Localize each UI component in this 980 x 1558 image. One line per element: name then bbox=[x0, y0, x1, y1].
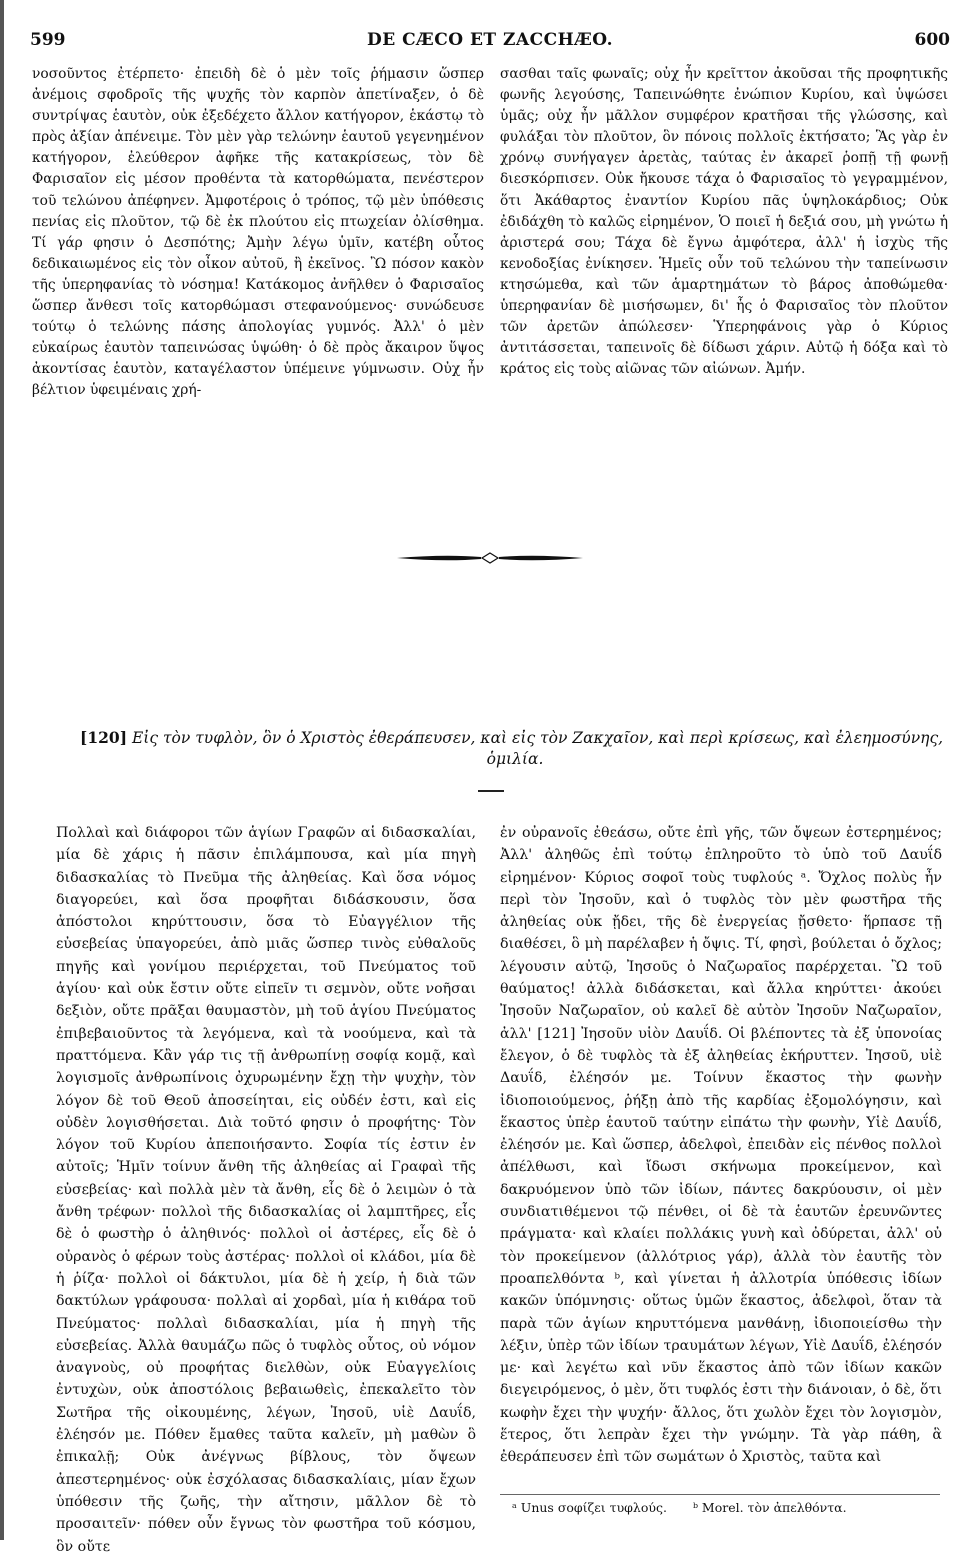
right-page-number: 600 bbox=[914, 30, 950, 50]
homily-title-line2: ὁμιλία. bbox=[486, 750, 544, 768]
text-block: σασθαι ταῖς φωναῖς; οὐχ ἦν κρεῖττον ἀκοῦσαι τῆς προφητικῆς φωνῆς λεγούσης, Ταπεινώθητε ἐνώπιον Κυρίου, καὶ ὑψώσει ὑμᾶς; οὐχ ἦν μᾶλλον συμφέρον κρατῆσαι τῆς γλώσσης, καὶ φυλάξαι τὸν πλοῦτον, ὃν πόνοις πολλοῖς ἐκτήσατο; Ἃς γὰρ ἐν χρόνῳ συνήγαγεν ἀρετὰς, ταύτας ἐν ἀκαρεῖ ῥοπῇ τῇ φωνῇ διεσκόρπισεν. Οὐκ ἤκουσε τάχα ὁ Φαρισαῖος τὸ γεγραμμένον, ὅτι Ἀκάθαρτος ἐναντίον Κυρίου πᾶς ὑψηλοκάρδιος; Οὐκ ἐδιδάχθη τὸ καλῶς εἰρημένον, Ὁ ποιεῖ ἡ δεξιά σου, μὴ γνώτω ἡ ἀριστερά σου; Τάχα δὲ ἔγνω ἀμφότερα, ἀλλ' ἡ ἰσχὺς τῆς κενοδοξίας ἐνίκησεν. Ἡμεῖς οὖν τοῦ τελώνου τὴν ταπείνωσιν κτησώμεθα, καὶ τῶν ἁμαρτημάτων τὸ βάρος ἀποθώμεθα· ὑπερηφανίαν δὲ μισήσωμεν, δι' ἧς ὁ Φαρισαῖος τὸν πλοῦτον τῶν ἀρετῶν ἀπώλεσεν· Ὑπερηφάνοις γὰρ ὁ Κύριος ἀντιτάσσεται, ταπεινοῖς δὲ δίδωσι χάριν. Αὐτῷ ἡ δόξα καὶ τὸ κράτος εἰς τοὺς αἰῶνας τῶν αἰώνων. Ἀμήν. bbox=[500, 66, 948, 378]
ornament-divider bbox=[395, 550, 585, 566]
running-title: DE CÆCO ET ZACCHÆO. bbox=[366, 30, 614, 50]
left-page-number: 599 bbox=[30, 30, 66, 50]
column-top-left bbox=[32, 64, 484, 402]
homily-title-text: Εἰς τὸν τυφλὸν, ὃν ὁ Χριστὸς ἐθεράπευσεν, καὶ εἰς τὸν Ζακχαῖον, καὶ περὶ κρίσεως, καὶ ἐλεημοσύνης, bbox=[131, 729, 944, 747]
homily-title-line1 bbox=[80, 727, 950, 749]
text-block: ἐν οὐρανοῖς ἐθεάσω, οὔτε ἐπὶ γῆς, τῶν ὄψεων ἐστερημένος; Ἀλλ' ἀληθῶς ἐπὶ τούτῳ ἐπληροῦτο τὸ ὑπὸ τοῦ Δαυΐδ εἰρημένον· Κύριος σοφοῖ τοὺς τυφλούς ᵃ. Ὄχλος πολὺς ἦν περὶ τὸν Ἰησοῦν, καὶ ὁ τυφλὸς τὸν μὲν φωστῆρα τῆς ἀληθείας οὐκ ᾔδει, τῆς δὲ ἐνεργείας ᾔσθετο· ἥρπασε τῇ διαθέσει, ὃ μὴ παρέλαβεν ἡ ὄψις. Τί, φησὶ, βούλεται ὁ ὄχλος; λέγουσιν αὐτῷ, Ἰησοῦς ὁ Ναζωραῖος παρέρχεται. Ὢ τοῦ θαύματος! ἀλλὰ διδάσκεται, καὶ ἄλλα κηρύττει· ἀκούει Ἰησοῦν Ναζωραῖον, οὐ καλεῖ δὲ αὐτὸν Ἰησοῦν Ναζωραῖον, ἀλλ' [121] Ἰησοῦν υἱὸν Δαυΐδ. Οἱ βλέποντες τὰ ἐξ ὑπονοίας ἔλεγον, ὁ δὲ τυφλὸς τὰ ἐξ ἀληθείας ἐκήρυττεν. Ἰησοῦ, υἱὲ Δαυΐδ, ἐλέησόν με. Τοίνυν ἕκαστος τὴν φωνὴν ἰδιοποιούμενος, ῥήξῃ ἀπὸ τῆς καρδίας ἐξομολόγησιν, καὶ ἕκαστος ὑπὲρ ἑαυτοῦ ταύτην εἰπάτω τὴν φωνὴν, Υἱὲ Δαυΐδ, ἐλέησόν με. Καὶ ὥσπερ, ἀδελφοὶ, ἐπειδὰν εἰς πένθος πολλοὶ ἀπέλθωσι, καὶ ἴδωσι σκήνωμα προκείμενον, καὶ δακρυόμενον ὑπὸ τῶν ἰδίων, πάντες δακρύουσιν, οἱ μὲν συνδιατιθέμενοι τῷ πένθει, οἱ δὲ τὰ ἑαυτῶν ἐρευνῶντες πράγματα· καὶ κλαίει πολλάκις γυνὴ καὶ ὀδύρεται, ἀλλ' οὐ τὸν προκείμενον (ἀλλότριος γάρ), ἀλλὰ τὸν ἑαυτῆς τὸν προαπελθόντα ᵇ, καὶ γίνεται ἡ ἀλλοτρία ὑπόθεσις ἰδίων κακῶν ὑπόμνησις· οὕτως ὑμῶν ἕκαστος, ἀδελφοὶ, ὅταν τὰ παρὰ τῶν ἁγίων κηρυττόμενα μανθάνῃ, ἰδιοποιείσθω τὴν λέξιν, ὑπὲρ τῶν ἰδίων τραυμάτων λέγων, Υἱὲ Δαυΐδ, ἐλέησόν με· καὶ λεγέτω καὶ νῦν ἕκαστος ἀπὸ τῶν ἰδίων κακῶν διεγειρόμενος, ὁ μὲν, ὅτι τυφλός ἐστι τὴν διάνοιαν, ὁ δὲ, ὅτι κωφὴν ἔχει τὴν ψυχήν· ἄλλος, ὅτι χωλὸν ἔχει τὸν λογισμὸν, ἕτερος, ὅτι λεπρὰν ἔχει τὴν γνώμην. Τὰ γὰρ πάθη, ἃ ἐθεράπευσεν ἐπὶ τῶν σωμάτων ὁ Χριστὸς, ταῦτα καὶ bbox=[500, 825, 942, 1466]
text-block: νοσοῦντος ἐτέρπετο· ἐπειδὴ δὲ ὁ μὲν τοῖς ῥήμασιν ὥσπερ ἀνέμοις σφοδροῖς τῆς ψυχῆς τὸν καρπὸν ἀπετίναξεν, ὁ δὲ συντρίψας ἑαυτὸν, οὐκ ἐξεδέχετο ἄλλον κατήγορον, ἑκάστῳ τὸ πρὸς ἀξίαν ἀπένειμε. Τὸν μὲν γὰρ τελώνην ἑαυτοῦ γεγενημένον κατήγορον, ἐλεύθερον ἀφῆκε τῆς κατακρίσεως, τὸν δὲ Φαρισαῖον εἰς μέσον προθέντα τὰ κατορθώματα, πενέστερον τοῦ τελώνου ἀπέφηνεν. Ἀμφοτέροις ὁ τρόπος, τῷ μὲν ὑπόθεσις πενίας εἰς πλοῦτον, τῷ δὲ ἐκ πλούτου εἰς πτωχείαν ὀλίσθημα. Τί γάρ φησιν ὁ Δεσπότης; Ἀμὴν λέγω ὑμῖν, κατέβη οὗτος δεδικαιωμένος εἰς τὸν οἶκον αὐτοῦ, ἢ ἐκεῖνος. Ὢ πόσον κακὸν τῆς ὑπερηφανίας τὸ νόσημα! Κατάκομος ἀνῆλθεν ὁ Φαρισαῖος ὥσπερ ἄνθεσι τοῖς κατορθώμασι στεφανούμενος· συνώδευσε τούτῳ ὁ τελώνης πάσης ἀπολογίας γυμνός. Ἀλλ' ὁ μὲν εὐκαίρως ἑαυτὸν ταπεινώσας ὑψώθη· ὁ δὲ πρὸς ἄκαιρον ὕψος ἀκοντίσας ἑαυτὸν, καταγέλαστον ὑπέμεινε γύμνωσιν. Οὐχ ἦν βέλτιον ὑφειμέναις χρή- bbox=[32, 66, 484, 399]
running-head bbox=[30, 30, 950, 54]
page-edge bbox=[0, 0, 4, 1540]
homily-number: [120] bbox=[80, 728, 128, 747]
homily-title bbox=[80, 727, 950, 770]
text-block: Πολλαὶ καὶ διάφοροι τῶν ἁγίων Γραφῶν αἱ διδασκαλίαι, μία δὲ χάρις ἡ πᾶσιν ἐπιλάμπουσα, καὶ μία πηγὴ διδασκαλίας τὸ Πνεῦμα τῆς ἀληθείας. Καὶ ὅσα νόμος διαγορεύει, καὶ ὅσα προφῆται διδάσκουσιν, ὅσα ἀπόστολοι κηρύττουσιν, ὅσα τὸ Εὐαγγέλιον τῆς εὐσεβείας ὑπαγορεύει, ἀπὸ μιᾶς ὥσπερ τινὸς εὐθαλοῦς πηγῆς καὶ γονίμου περιέρχεται, τοῦ Πνεύματος τοῦ ἁγίου· καὶ οὐκ ἔστιν οὔτε εἰπεῖν τι σεμνὸν, οὔτε νοῆσαι δεξιὸν, οὔτε πρᾶξαι θαυμαστὸν, μὴ τοῦ ἁγίου Πνεύματος ἐπιβεβαιοῦντος τὰ λεγόμενα, καὶ τὰ νοούμενα, καὶ τὰ πραττόμενα. Κἂν γάρ τις τῇ ἀνθρωπίνῃ σοφίᾳ κομᾷ, καὶ λογισμοῖς ἀνθρωπίνοις ὀχυρωμένην ἔχῃ τὴν ψυχὴν, τὸν λόγον δὲ τοῦ Θεοῦ ἀποσείηται, εἰς οὐδέν ἐστι, καὶ εἰς οὐδὲν λογισθήσεται. Διὰ τοῦτό φησιν ὁ προφήτης· Τὸν λόγον τοῦ Κυρίου ἀπεποιήσαντο. Σοφία τίς ἐστιν ἐν αὐτοῖς; Ἡμῖν τοίνυν ἄνθη τῆς ἀληθείας αἱ Γραφαὶ τῆς εὐσεβείας· καὶ πολλὰ μὲν τὰ ἄνθη, εἷς δὲ ὁ λειμὼν ὁ τὰ ἄνθη τρέφων· πολλοὶ τῆς διδασκαλίας οἱ λαμπτῆρες, εἷς δὲ ὁ φωστὴρ ὁ ἀληθινός· πολλοὶ οἱ ἀστέρες, εἷς δὲ ὁ οὐρανὸς ὁ φέρων τοὺς ἀστέρας· πολλοὶ οἱ κλάδοι, μία δὲ ἡ ῥίζα· πολλοὶ οἱ δάκτυλοι, μία δὲ ἡ χείρ, ἡ διὰ τῶν δακτύλων γράφουσα· πολλαὶ αἱ χορδαὶ, μία ἡ κιθάρα τοῦ Πνεύματος· πολλαὶ διδασκαλίαι, μία ἡ πηγὴ τῆς εὐσεβείας. Ἀλλὰ θαυμάζω πῶς ὁ τυφλὸς οὗτος, οὐ νόμον ἀναγνοὺς, οὐ προφήτας διελθὼν, οὐκ Εὐαγγελίοις ἐντυχὼν, οὐκ ἀποστόλοις βεβαιωθεὶς, ἐπεκαλεῖτο τὸν Σωτῆρα τῆς οἰκουμένης, λέγων, Ἰησοῦ, υἱὲ Δαυΐδ, ἐλέησόν με. Πόθεν ἔμαθες ταῦτα καλεῖν, μὴ μαθὼν ὃ ἐπικαλῇ; Οὐκ ἀνέγνως βίβλους, τὸν ὄψεων ἀπεστερημένος· οὐκ ἐσχόλασας διδασκαλίαις, μίαν ἔχων ὑπόθεσιν τῆς ζωῆς, τὴν αἴτησιν, μᾶλλον δὲ τὸ προσαιτεῖν· πόθεν οὖν ἔγνως τὸν φωστῆρα τοῦ κόσμου, ὃν οὔτε bbox=[56, 825, 476, 1555]
column-top-right bbox=[500, 64, 948, 380]
column-bottom-right bbox=[500, 822, 942, 1469]
footnote-rule bbox=[500, 1494, 940, 1495]
footnote-b: ᵇ Morel. τὸν ἀπελθόντα. bbox=[692, 1500, 847, 1515]
footnote-a: ᵃ Unus σοφίζει τυφλούς. bbox=[512, 1500, 667, 1515]
column-bottom-left bbox=[56, 822, 476, 1558]
footnotes bbox=[512, 1500, 952, 1516]
title-rule bbox=[478, 790, 504, 792]
